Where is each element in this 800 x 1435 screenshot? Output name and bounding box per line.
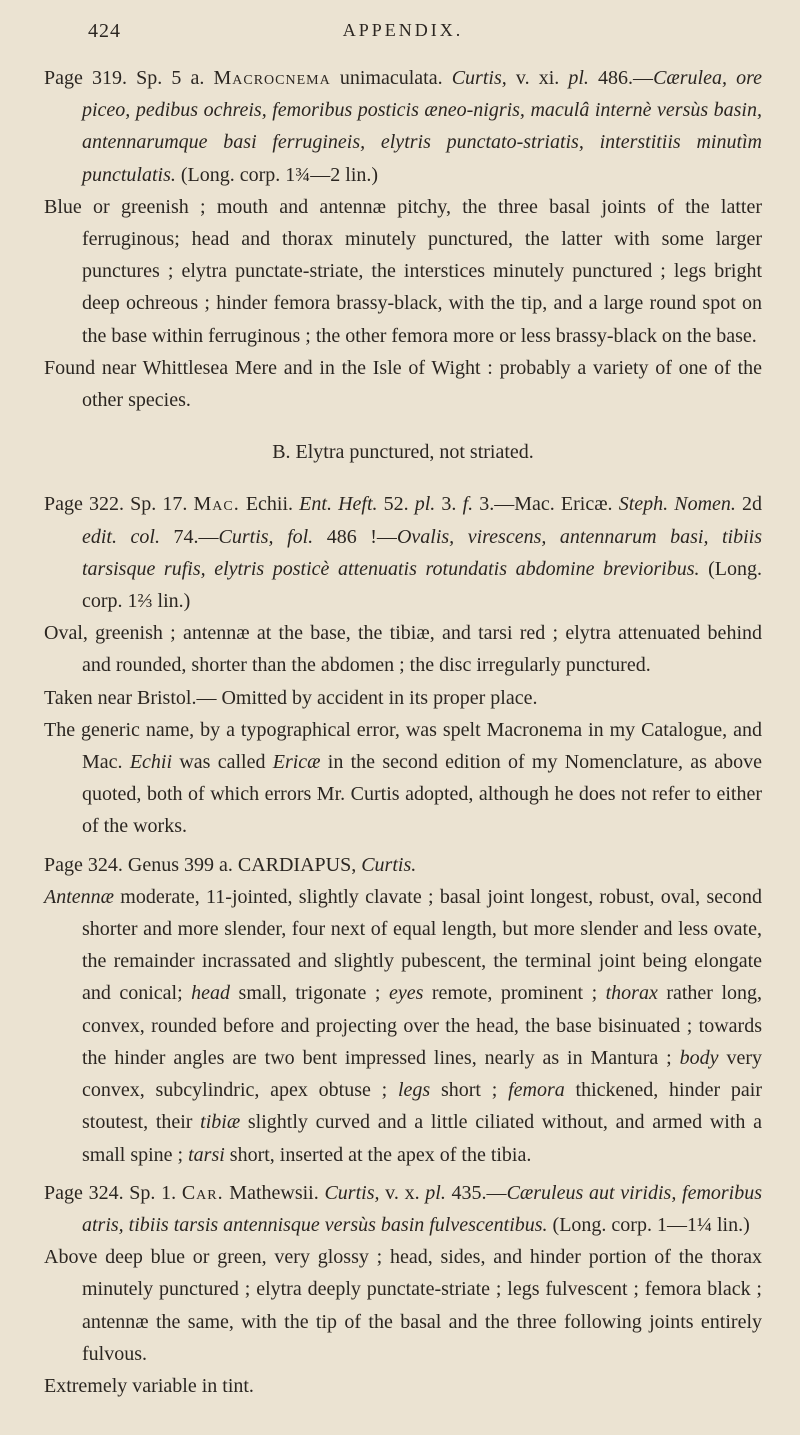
text-run: Mathewsii. bbox=[223, 1181, 325, 1204]
text-run: 486.— bbox=[588, 67, 654, 89]
description-paragraph: Blue or greenish ; mouth and antennæ pitchy, the three basal joints of the latter ferruginous; head and thorax minutely punctured, the latter with some larger punctures ; elytra punctate-striate, the interstices minutely punctured ; legs bright deep ochreous ; hinder femora brassy-black, with the tip, and a large round spot on the base within ferruginous ; the other femora more or less brassy-black on the base. bbox=[44, 195, 762, 347]
plate-abbrev: pl. bbox=[414, 493, 436, 516]
text-run: Page 322. Sp. 17. bbox=[44, 493, 194, 516]
text-run: Echii. bbox=[239, 493, 300, 516]
page-header bbox=[44, 0, 762, 62]
size-note: (Long. corp. 1⅔ lin.) bbox=[82, 557, 762, 613]
text-run: short, inserted at the apex of the tibia. bbox=[224, 1143, 532, 1166]
section-heading: B. Elytra punctured, not striated. bbox=[272, 441, 534, 464]
text-run: very convex, subcylindric, apex obtuse ; bbox=[82, 1046, 762, 1102]
locality-paragraph: Taken near Bristol.— Omitted by accident in its proper place. bbox=[44, 686, 538, 709]
figure-abbrev: f. bbox=[462, 493, 474, 516]
text-run: Page 324. Genus 399 a. CARDIAPUS, bbox=[44, 853, 362, 876]
text-run: v. x. bbox=[379, 1181, 426, 1204]
genus-name: Macrocnema bbox=[213, 67, 331, 89]
description-paragraph: Oval, greenish ; antennæ at the base, the tibiæ, and tarsi red ; elytra attenuated behind and rounded, shorter than the abdomen ; the disc irregularly punctured. bbox=[44, 622, 762, 677]
reference-title: Steph. Nomen. bbox=[618, 493, 736, 516]
note-paragraph bbox=[44, 714, 762, 843]
text-run: 2d bbox=[735, 493, 763, 516]
text-run: unimaculata. bbox=[330, 67, 452, 89]
latin-description: Ovalis, virescens, antennarum basi, tibiis tarsisque rufis, elytris posticè attenuatis rotundatis abdomine brevioribus. bbox=[82, 525, 762, 580]
species-name: Echii bbox=[129, 751, 173, 774]
text-run: was called bbox=[172, 751, 273, 774]
note-paragraph: Extremely variable in tint. bbox=[44, 1374, 254, 1397]
author-citation: Curtis, bbox=[324, 1181, 380, 1204]
text-run: rather long, convex, rounded before and projecting over the head, the base bisinuated ; towards the hinder angles are two bent impressed lines, nearly as in Mantura ; bbox=[82, 982, 762, 1069]
locality-paragraph: Found near Whittlesea Mere and in the Isle of Wight : probably a variety of one of the other species. bbox=[44, 356, 762, 412]
description-paragraph: Above deep blue or green, very glossy ; head, sides, and hinder portion of the thorax minutely punctured ; elytra deeply punctate-striate ; legs fulvescent ; femora black ; antennæ the same, with the tip of the basal and the three following joints entirely fulvous. bbox=[44, 1246, 762, 1365]
text-run: 435.— bbox=[445, 1181, 507, 1204]
term: head bbox=[191, 982, 231, 1005]
reference-edition: edit. col. bbox=[82, 525, 160, 548]
text-run: 3. bbox=[435, 493, 463, 516]
text-run: moderate, 11-jointed, slightly clavate ; basal joint longest, robust, oval, second shorter and more slender, four next of equal length, but more slender and less ovate, the remainder incrassated and slightly pubescent, the terminal joint being elongate and conical; bbox=[82, 885, 762, 1005]
genus-characters-paragraph bbox=[44, 881, 762, 1171]
term: femora bbox=[508, 1079, 565, 1102]
text-run: v. xi. bbox=[506, 67, 569, 89]
entry-macrocnema-unimaculata bbox=[44, 62, 762, 191]
author-citation: Curtis. bbox=[361, 853, 417, 876]
plate-abbrev: pl. bbox=[425, 1181, 446, 1204]
species-name: Ericæ bbox=[272, 751, 321, 774]
term: thorax bbox=[605, 982, 658, 1005]
text-run: 74.— bbox=[159, 525, 219, 548]
entry-mac-echii bbox=[44, 488, 762, 617]
text-run: remote, prominent ; bbox=[423, 982, 606, 1005]
page-number: 424 bbox=[88, 20, 121, 42]
text-run: short ; bbox=[430, 1079, 509, 1102]
latin-description: Cæruleus aut viridis, femoribus atris, tibiis tarsis antennisque versùs basin fulvescentibus. bbox=[82, 1181, 763, 1236]
text-run: small, trigonate ; bbox=[230, 982, 389, 1005]
text-run: 3.—Mac. Ericæ. bbox=[473, 493, 619, 516]
text-run: The generic name, by a typographical error, was spelt Macronema in my Catalogue, and Mac. bbox=[44, 718, 762, 774]
latin-description: Cærulea, ore piceo, pedibus ochreis, femoribus posticis æneo-nigris, maculâ internè versùs basin, antennarumque basi ferrugineis, elytris punctato-striatis, interstitiis minutìm punctulatis. bbox=[82, 67, 762, 186]
reference-title: Ent. Heft. bbox=[299, 493, 378, 516]
term: tibiæ bbox=[200, 1111, 241, 1134]
entry-genus-cardiapus bbox=[44, 849, 762, 881]
author-citation: Curtis, bbox=[451, 67, 507, 89]
term: legs bbox=[398, 1079, 431, 1102]
text-run: Page 319. Sp. 5 a. bbox=[44, 67, 214, 89]
author-citation: Curtis, fol. bbox=[218, 525, 314, 548]
page-body bbox=[44, 62, 762, 1402]
term: body bbox=[679, 1046, 719, 1069]
text-run: 486 !— bbox=[313, 525, 397, 548]
plate-abbrev: pl. bbox=[568, 67, 589, 89]
genus-abbrev: Car. bbox=[181, 1181, 224, 1204]
term: Antennæ bbox=[44, 885, 114, 908]
text-run: 52. bbox=[377, 493, 415, 516]
text-run: slightly curved and a little ciliated without, and armed with a small spine ; bbox=[82, 1111, 762, 1166]
text-run: in the second edition of my Nomenclature, as above quoted, both of which errors Mr. Curtis adopted, although he does not refer to either of the works. bbox=[82, 751, 762, 838]
size-note: (Long. corp. 1—1¼ lin.) bbox=[547, 1213, 750, 1236]
term: eyes bbox=[388, 982, 424, 1005]
size-note: (Long. corp. 1¾—2 lin.) bbox=[175, 163, 379, 186]
genus-abbrev: Mac. bbox=[193, 493, 240, 516]
running-head: APPENDIX. bbox=[342, 20, 464, 40]
term: tarsi bbox=[188, 1143, 225, 1166]
text-run: Page 324. Sp. 1. bbox=[44, 1181, 182, 1204]
text-run: thickened, hinder pair stoutest, their bbox=[82, 1079, 763, 1134]
entry-car-mathewsii bbox=[44, 1177, 762, 1241]
